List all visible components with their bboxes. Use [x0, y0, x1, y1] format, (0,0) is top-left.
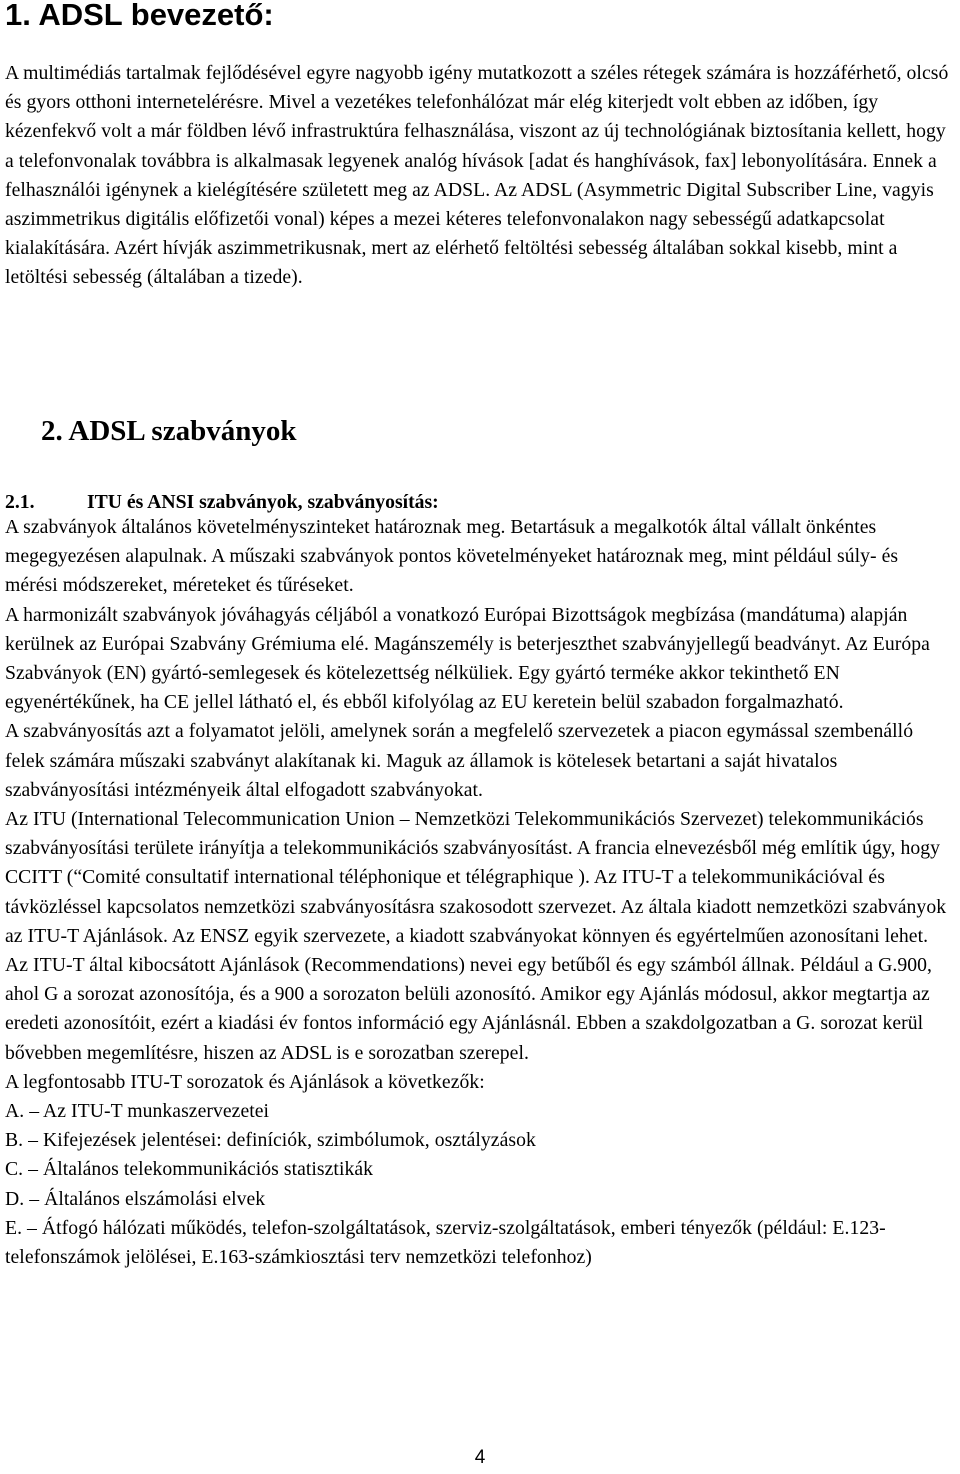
- paragraph: A szabványosítás azt a folyamatot jelöli, amelynek során a megfelelő szervezetek a piacon egymással szembenálló felek számára műszaki szabványt alakítanak ki. Maguk az államok is kötelesek betartani a saját hivatalos szabványosítási intézményeik által elfogadott szabványokat.: [5, 720, 914, 801]
- paragraph: Az ITU (International Telecommunication Union ‒ Nemzetközi Telekommunikációs Szervezet) telekommunikációs szabványosítási területe irányítja a telekommunikációs szabványosítást. A francia elnevezésből még említik úgy, hogy CCITT (“Comité consultatif international téléphonique et télégraphique ). Az ITU-T a telekommunikációval és távközléssel kapcsolatos nemzetközi szabványosításra szakosodott szervezet. Az általa kiadott nemzetközi szabványok az ITU-T Ajánlások. Az ENSZ egyik szervezete, a kiadott szabványokat könnyen és egyértelműen azonosítani lehet. Az ITU-T által kibocsátott Ajánlások (Recommendations) nevei egy betűből és egy számból állnak. Például a G.900, ahol G a sorozat azonosítója, és a 900 a sorozaton belüli azonosító. Amikor egy Ajánlás módosul, akkor megtartja az eredeti azonosítóit, ezért a kiadási év fontos információ egy Ajánlásnál. Ebben a szakdolgozatban a G. sorozat kerül bővebben megemlítésre, hiszen az ADSL is e sorozatban szerepel.: [5, 808, 947, 1064]
- paragraph: A legfontosabb ITU-T sorozatok és Ajánlások a következők:: [5, 1070, 485, 1093]
- series-list-item: B. ‒ Kifejezések jelentései: definíciók, szimbólumok, osztályzások: [5, 1129, 536, 1152]
- heading3-title: ITU és ANSI szabványok, szabványosítás:: [87, 491, 439, 513]
- heading3-number: 2.1.: [5, 491, 35, 513]
- series-list-item: D. ‒ Általános elszámolási elvek: [5, 1187, 266, 1210]
- standards-section: [5, 513, 953, 1272]
- intro-section: [5, 59, 953, 293]
- heading-itu-ansi: [5, 488, 439, 516]
- series-list-item: C. ‒ Általános telekommunikációs statisztikák: [5, 1158, 374, 1181]
- page-number: 4: [474, 1447, 486, 1468]
- series-list-item: A. ‒ Az ITU-T munkaszervezetei: [5, 1100, 270, 1123]
- paragraph: A harmonizált szabványok jóváhagyás céljából a vonatkozó Európai Bizottságok megbízása (mandátuma) alapján kerülnek az Európai Szabvány Grémiuma elé. Magánszemély is beterjeszthet szabványjellegű beadványt. Az Európa Szabványok (EN) gyártó-semlegesek és kötelezettség nélküliek. Egy gyártó terméke akkor tekinthető EN egyenértékűnek, ha CE jellel látható el, és ebből kifolyólag az EU keretein belül szabadon forgalmazható.: [5, 603, 930, 714]
- paragraph: A szabványok általános követelményszinteket határoznak meg. Betartásuk a megalkotók által vállalt önkéntes megegyezésen alapulnak. A műszaki szabványok pontos követelményeket határoznak meg, mint például súly- és mérési módszereket, méreteket és tűréseket.: [5, 516, 899, 597]
- intro-paragraph: A multimédiás tartalmak fejlődésével egyre nagyobb igény mutatkozott a széles rétegek számára is hozzáférhető, olcsó és gyors otthoni internetelérésre. Mivel a vezetékes telefonhálózat már elég kiterjedt volt ebben az időben, így kézenfekvő volt a már földben lévő infrastruktúra felhasználása, viszont az új technológiának biztosítania kellett, hogy a telefonvonalak továbbra is alkalmasak legyenek analóg hívások [adat és hanghívások, fax] lebonyolítására. Ennek a felhasználói igénynek a kielégítésére született meg az ADSL. Az ADSL (Asymmetric Digital Subscriber Line, vagyis aszimmetrikus digitális előfizetői vonal) képes a mezei kéteres telefonvonalakon nagy sebességű adatkapcsolat kialakítására. Azért hívják aszimmetrikusnak, mert az elérhető feltöltési sebesség általában sokkal kisebb, mint a letöltési sebesség (általában a tizede).: [5, 62, 949, 289]
- heading-adsl-standards: 2. ADSL szabványok: [41, 415, 297, 447]
- heading-adsl-introduction: 1. ADSL bevezető:: [5, 0, 274, 32]
- series-list-item: E. ‒ Átfogó hálózati működés, telefon-szolgáltatások, szerviz-szolgáltatások, emberi tényezők (például: E.123-telefonszámok jelölései, E.163-számkiosztási terv nemzetközi telefonhoz): [5, 1216, 886, 1269]
